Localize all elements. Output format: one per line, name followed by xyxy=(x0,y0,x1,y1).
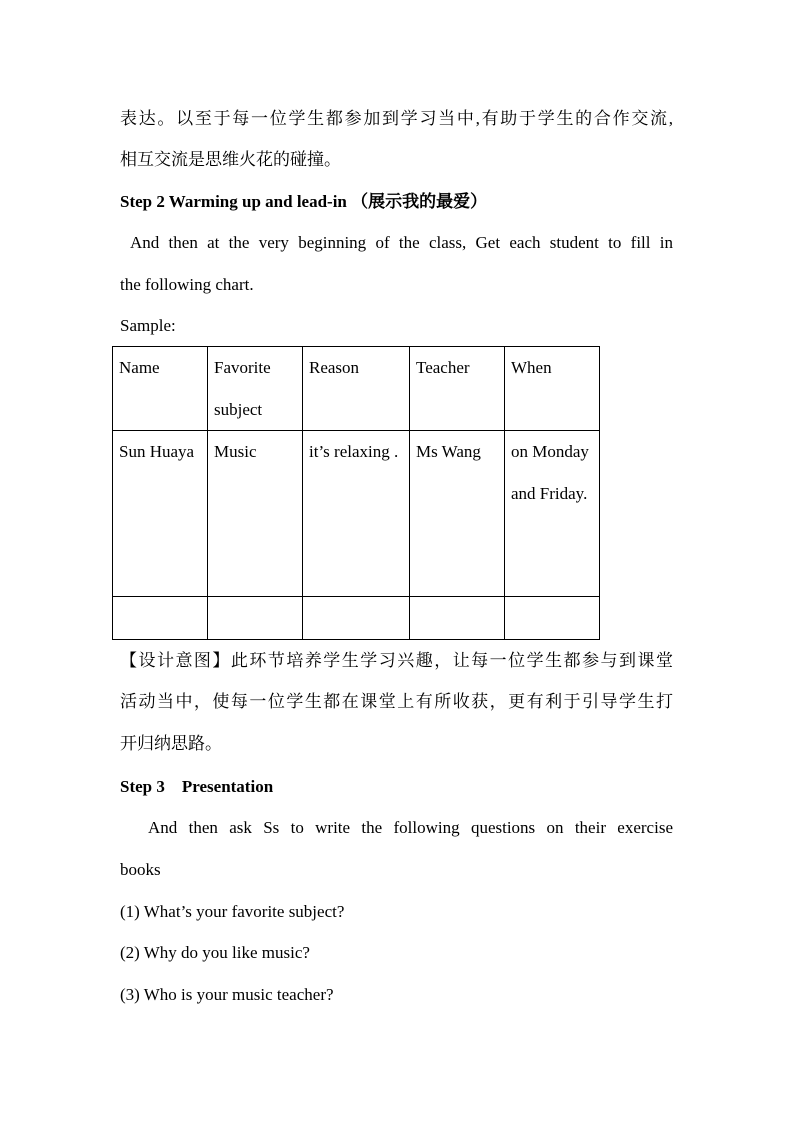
question-2: (2) Why do you like music? xyxy=(120,943,310,962)
table-header-cell: Teacher xyxy=(410,347,505,431)
step3-paragraph-line-2: books xyxy=(120,860,161,879)
step3-paragraph-line-1: And then ask Ss to write the following questions on their exercise xyxy=(148,818,673,837)
table-header-cell: Reason xyxy=(303,347,410,431)
sample-table xyxy=(112,346,600,640)
table-cell xyxy=(208,597,303,640)
table-header-cell: Name xyxy=(113,347,208,431)
table-cell xyxy=(303,597,410,640)
table-header-row xyxy=(113,347,600,431)
table-cell: Music xyxy=(208,431,303,597)
table-cell xyxy=(505,597,600,640)
table-cell: Sun Huaya xyxy=(113,431,208,597)
step2-heading: Step 2 Warming up and lead-in （展示我的最爱） xyxy=(120,192,488,211)
table-cell: on Monday and Friday. xyxy=(505,431,600,597)
table-cell: Ms Wang xyxy=(410,431,505,597)
step2-paragraph-line-2: the following chart. xyxy=(120,275,254,294)
design-line-3: 开归纳思路。 xyxy=(120,734,222,753)
intro-line-2: 相互交流是思维火花的碰撞。 xyxy=(120,150,341,169)
table-header-cell: When xyxy=(505,347,600,431)
table-header-cell: Favorite subject xyxy=(208,347,303,431)
step3-heading: Step 3 Presentation xyxy=(120,777,274,796)
design-line-2: 活动当中，使每一位学生都在课堂上有所收获，更有利于引导学生打 xyxy=(120,692,673,711)
table-row xyxy=(113,431,600,597)
table-cell: it’s relaxing . xyxy=(303,431,410,597)
question-3: (3) Who is your music teacher? xyxy=(120,985,334,1004)
design-line-1: 【设计意图】此环节培养学生学习兴趣，让每一位学生都参与到课堂 xyxy=(120,651,673,670)
question-1: (1) What’s your favorite subject? xyxy=(120,902,345,921)
table-empty-row xyxy=(113,597,600,640)
table-cell xyxy=(410,597,505,640)
table-cell xyxy=(113,597,208,640)
step2-paragraph-line-1: And then at the very beginning of the class, Get each student to fill in xyxy=(130,233,673,252)
intro-line-1: 表达。以至于每一位学生都参加到学习当中,有助于学生的合作交流, xyxy=(120,109,673,128)
sample-label: Sample: xyxy=(120,316,176,335)
